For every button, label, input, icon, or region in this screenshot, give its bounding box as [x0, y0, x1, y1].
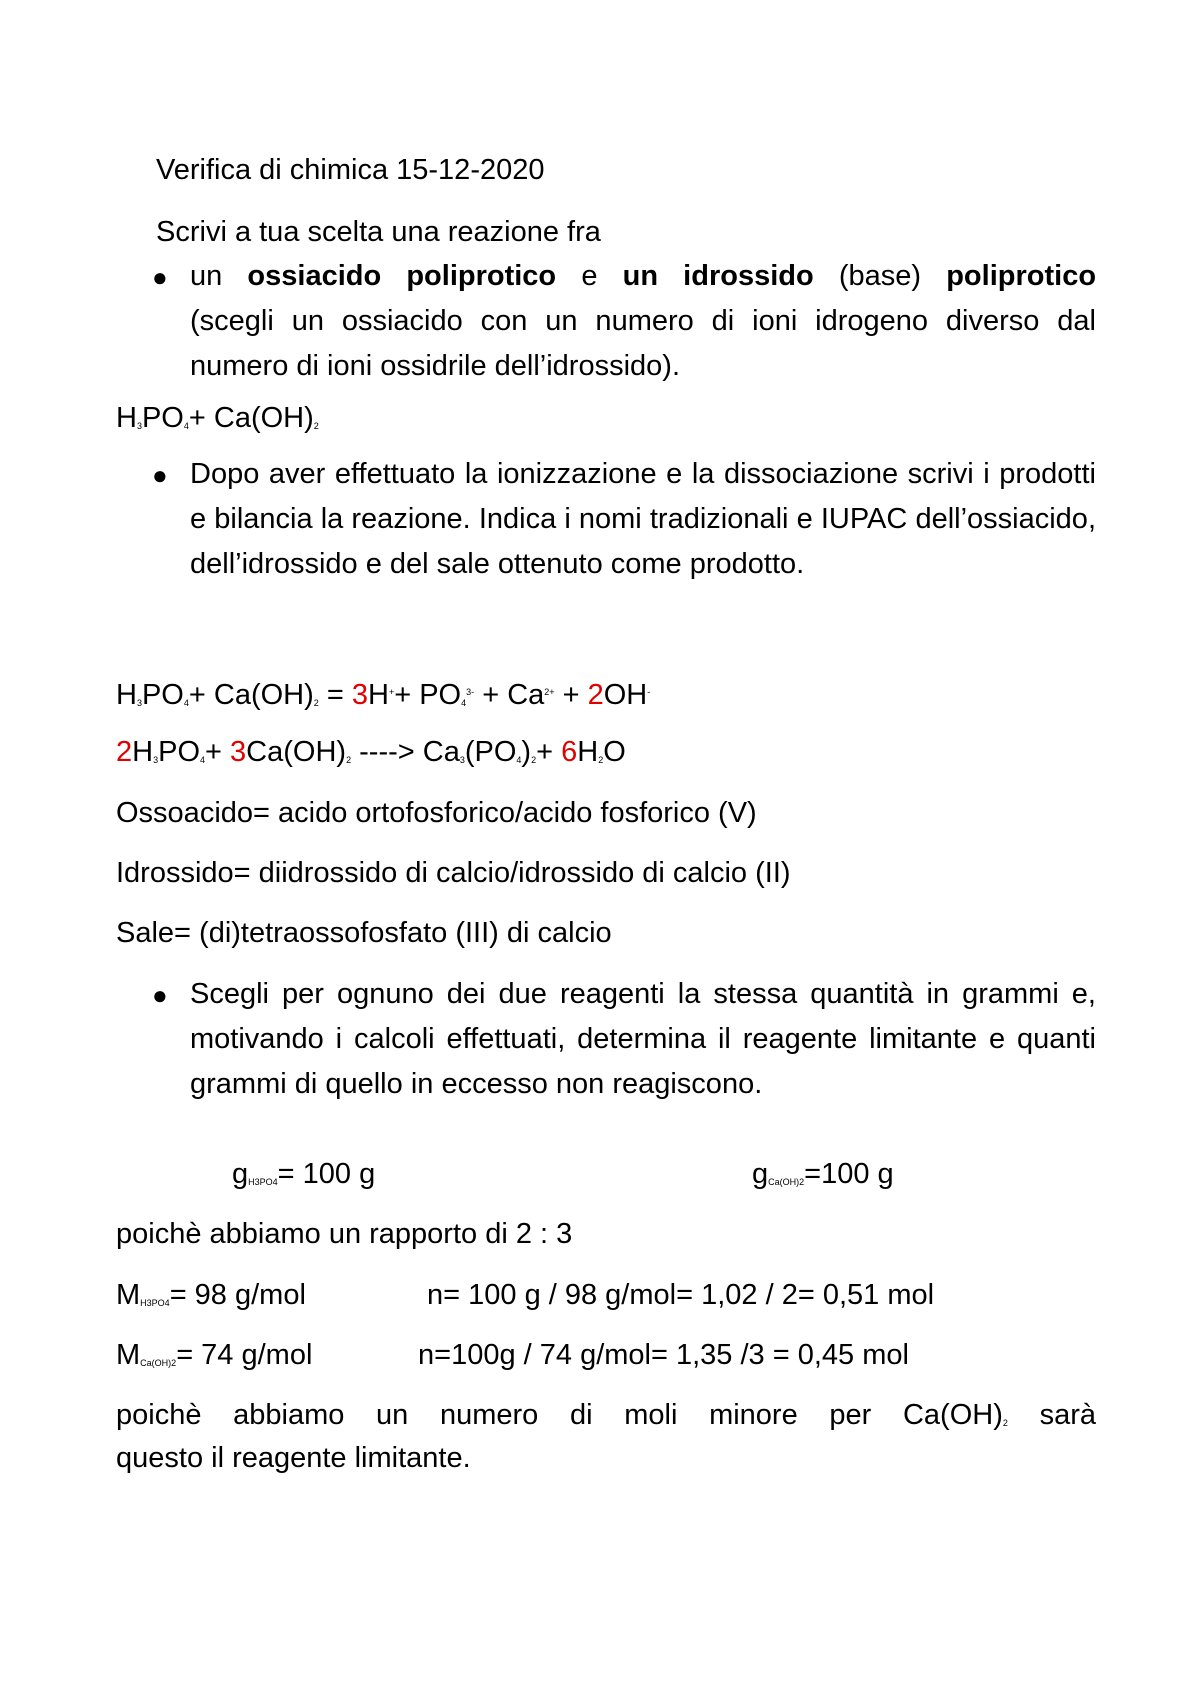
idrossido-name: Idrossido= diidrossido di calcio/idrossido di calcio (II) — [116, 857, 791, 889]
balanced-equation: $2H_3PO_4+ 3Ca(OH)_2$ ----> $Ca_3(PO_4)_2+ 6H_2O$ — [116, 736, 626, 768]
question-3: Scegli per ognuno dei due reagenti la stessa quantità in grammi e, motivando i calcoli effettuati, determina il reagente limitante e quanti grammi di quello in eccesso non reagiscono. — [190, 978, 1096, 1100]
bullet-icon: ● — [152, 980, 168, 1010]
bullet-icon: ● — [152, 460, 168, 490]
conclusion-line-1: poichè abbiamo un numero di moli minore per $Ca(OH)_2$ sarà — [116, 1399, 1096, 1431]
bullet-icon: ● — [152, 262, 168, 292]
intro-text: Scrivi a tua scelta una reazione fra — [156, 216, 601, 248]
question-2: Dopo aver effettuato la ionizzazione e la dissociazione scrivi i prodotti e bilancia la reazione. Indica i nomi tradizionali e IUPAC dell’ossiacido, dell’idrossido e del sale ottenuto come prodotto. — [190, 458, 1096, 580]
mass-caoh2: $g_{Ca(OH)2}=100$ g — [752, 1158, 894, 1190]
ratio-text: poichè abbiamo un rapporto di 2 : 3 — [116, 1218, 573, 1250]
molar-mass-h3po4: $M_{H3PO4}= 98$ g/mol — [116, 1279, 306, 1311]
question-1-text: (scegli un ossiacido con un numero di ioni idrogeno diverso dal numero di ioni ossidrile dell’idrossido). — [190, 305, 1096, 382]
moles-h3po4: n= 100 g / 98 g/mol= 1,02 / 2= 0,51 mol — [427, 1279, 935, 1311]
mass-h3po4: $g_{H3PO4}= 100$ g — [232, 1158, 376, 1190]
reaction-equation: $H_3PO_4+ Ca(OH)_2$ — [116, 402, 319, 434]
question-1 — [190, 254, 1096, 389]
sale-name: Sale= (di)tetraossofosfato (III) di calcio — [116, 917, 612, 949]
conclusion-line-2: questo il reagente limitante. — [116, 1442, 471, 1474]
molar-mass-caoh2: $M_{Ca(OH)2}= 74$ g/mol — [116, 1339, 313, 1371]
ionization-equation: $H_3PO_4+ Ca(OH)_2 = 3H^++ PO_4^{3-} + Ca^{2+} + 2OH^-$ — [116, 679, 651, 711]
document-title: Verifica di chimica 15-12-2020 — [156, 154, 545, 186]
ossoacido-name: Ossoacido= acido ortofosforico/acido fosforico (V) — [116, 797, 757, 829]
question-1-line-1: un ossiacido poliprotico e un idrossido (base) poliprotico — [190, 260, 1097, 292]
moles-caoh2: n=100g / 74 g/mol= 1,35 /3 = 0,45 mol — [418, 1339, 909, 1371]
